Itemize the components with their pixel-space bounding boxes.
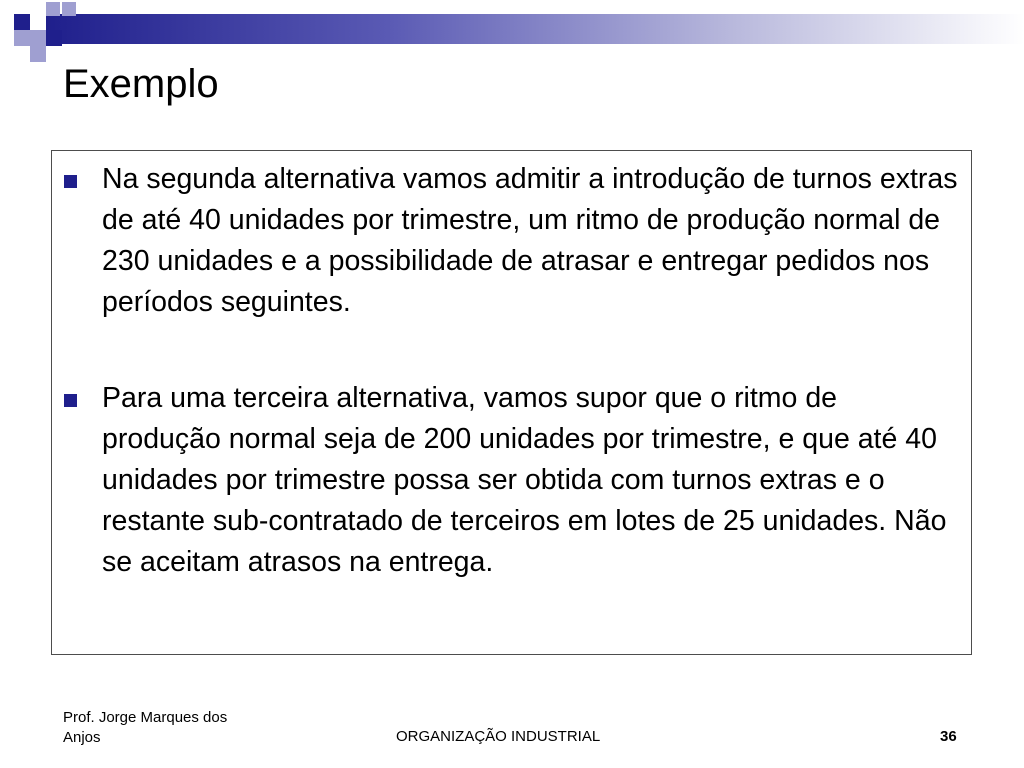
bullet-text: Para uma terceira alternativa, vamos supor que o ritmo de produção normal seja de 200 unidades por trimestre, e que até 40 unidades por trimestre possa ser obtida com turnos extras e o restante sub-contratado de terceiros em lotes de 25 unidades. Não se aceitam atrasos na entrega. [102,382,947,578]
bullet-square-icon [64,394,77,407]
content-box [51,150,972,655]
page-number: 36 [940,728,957,745]
decor-square [30,46,46,62]
bullet-item [102,378,962,583]
slide-title: Exemplo [63,62,219,106]
decor-square [14,30,30,46]
bullet-square-icon [64,175,77,188]
decor-square [30,30,46,46]
decor-square [46,30,62,46]
bullet-item [102,159,962,323]
decor-square [14,14,30,30]
decor-square [30,14,46,30]
footer-author: Prof. Jorge Marques dos Anjos [63,709,228,746]
decor-square [46,2,60,16]
header-gradient-bar [46,14,1024,44]
footer-course: ORGANIZAÇÃO INDUSTRIAL [396,728,601,745]
decor-square [62,2,76,16]
bullet-text: Na segunda alternativa vamos admitir a introdução de turnos extras de até 40 unidades por trimestre, um ritmo de produção normal de 230 unidades e a possibilidade de atrasar e entregar pedidos nos períodos seguintes. [102,163,958,318]
